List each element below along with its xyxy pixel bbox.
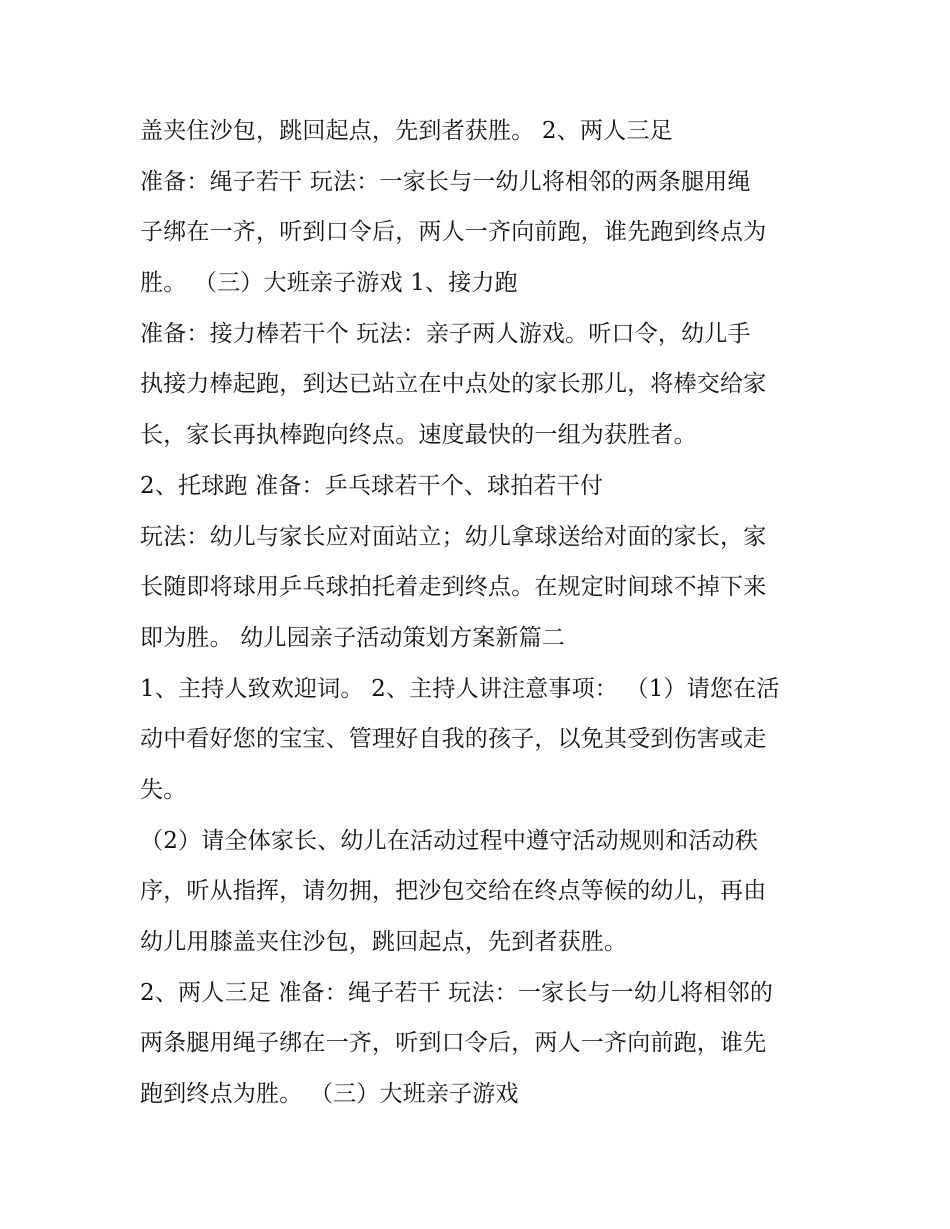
text-line: 幼儿用膝盖夹住沙包，跳回起点，先到者获胜。 bbox=[140, 929, 628, 955]
text-line: 胜。 （三）大班亲子游戏 1、接力跑 bbox=[140, 270, 518, 297]
text-line: 盖夹住沙包，跳回起点，先到者获胜。 2、两人三足 bbox=[140, 118, 673, 144]
text-line: 跑到终点为胜。 （三）大班亲子游戏 bbox=[140, 1081, 519, 1108]
text-line: 2、两人三足 准备：绳子若干 玩法：一家长与一幼儿将相邻的 bbox=[140, 979, 774, 1006]
text-line: 玩法：幼儿与家长应对面站立；幼儿拿球送给对面的家长，家 bbox=[140, 523, 767, 550]
text-line: 长，家长再执棒跑向终点。速度最快的一组为获胜者。 bbox=[140, 422, 697, 449]
body-text bbox=[140, 106, 820, 1120]
text-line: 长随即将球用乒乓球拍托着走到终点。在规定时间球不掉下来 bbox=[140, 574, 767, 601]
text-line: 执接力棒起跑，到达已站立在中点处的家长那儿，将棒交给家 bbox=[140, 371, 767, 398]
text-line: 两条腿用绳子绑在一齐，听到口令后，两人一齐向前跑，谁先 bbox=[140, 1030, 767, 1057]
text-line: 失。 bbox=[140, 776, 187, 803]
text-line: 序，听从指挥，请勿拥，把沙包交给在终点等候的幼儿，再由 bbox=[140, 878, 767, 905]
text-line: 即为胜。 幼儿园亲子活动策划方案新篇二 bbox=[140, 624, 566, 651]
text-line: 动中看好您的宝宝、管理好自我的孩子，以免其受到伤害或走 bbox=[140, 726, 767, 753]
text-line: 准备：接力棒若干个 玩法：亲子两人游戏。听口令，幼儿手 bbox=[140, 320, 751, 347]
text-line: 准备：绳子若干 玩法：一家长与一幼儿将相邻的两条腿用绳 bbox=[140, 168, 751, 195]
text-line: 1、主持人致欢迎词。 2、主持人讲注意事项： （1）请您在活 bbox=[140, 675, 780, 702]
text-line: 子绑在一齐，听到口令后，两人一齐向前跑，谁先跑到终点为 bbox=[140, 219, 767, 246]
text-line: 2、托球跑 准备：乒乓球若干个、球拍若干付 bbox=[140, 472, 604, 499]
text-line: （2）请全体家长、幼儿在活动过程中遵守活动规则和活动秩 bbox=[140, 827, 759, 854]
